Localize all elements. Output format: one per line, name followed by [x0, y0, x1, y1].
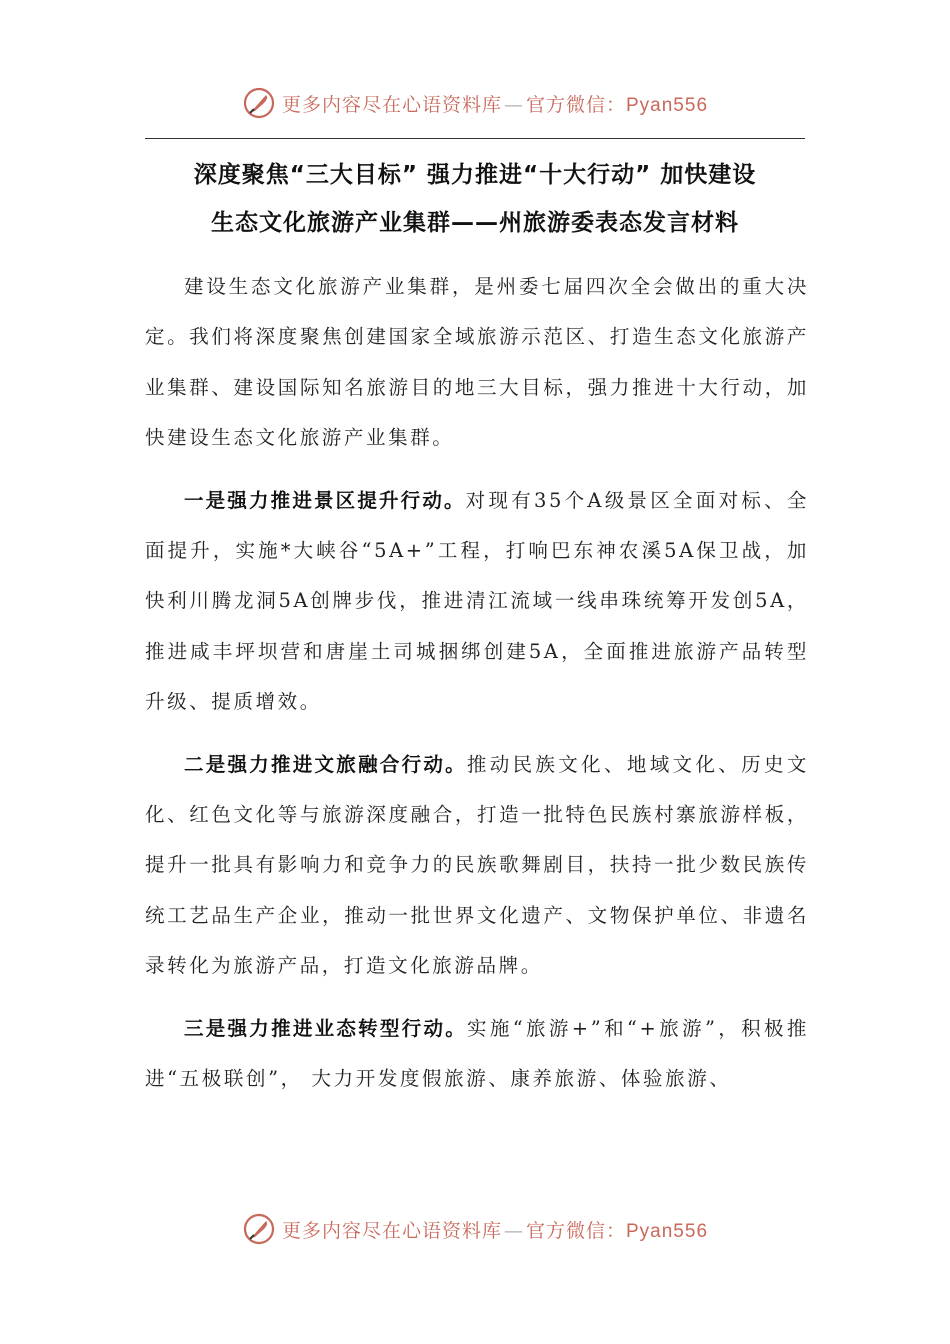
footer-separator: —	[503, 1219, 524, 1242]
header-banner	[0, 86, 950, 120]
footer-banner-text	[282, 1216, 708, 1243]
section-text-3: 实施“旅游+”和“+旅游”，积极推进“五极联创”， 大力开发度假旅游、康养旅游、体验旅游、	[145, 1016, 809, 1091]
header-wechat-label: 官方微信：	[525, 93, 626, 116]
footer-wechat-id: Pyan556	[626, 1220, 709, 1242]
section-lead-2: 二是强力推进文旅融合行动。	[184, 752, 467, 776]
quill-logo-icon	[242, 1212, 276, 1246]
section-paragraph-1	[145, 476, 809, 728]
document-body	[145, 262, 809, 1117]
header-separator: —	[503, 93, 524, 116]
footer-wechat-label: 官方微信：	[525, 1219, 626, 1242]
section-text-2: 推动民族文化、地域文化、历史文化、红色文化等与旅游深度融合，打造一批特色民族村寨旅游样板，提升一批具有影响力和竞争力的民族歌舞剧目，扶持一批少数民族传统工艺品生产企业，推动一批世界文化遗产、文物保护单位、非遗名录转化为旅游产品，打造文化旅游品牌。	[145, 752, 809, 978]
footer-site-name: 更多内容尽在心语资料库	[281, 1219, 502, 1242]
header-banner-text	[282, 90, 708, 117]
header-site-name: 更多内容尽在心语资料库	[281, 93, 502, 116]
section-lead-3: 三是强力推进业态转型行动。	[184, 1016, 467, 1040]
footer-banner	[0, 1212, 950, 1246]
section-paragraph-3	[145, 1004, 809, 1105]
header-divider	[145, 138, 805, 139]
section-text-1: 对现有35个A级景区全面对标、全面提升，实施*大峡谷“5A+”工程，打响巴东神农溪5A保卫战，加快利川腾龙洞5A创牌步伐，推进清江流域一线串珠统筹开发创5A，推进咸丰坪坝营和唐崖土司城捆绑创建5A，全面推进旅游产品转型升级、提质增效。	[145, 488, 809, 714]
section-lead-1: 一是强力推进景区提升行动。	[184, 488, 466, 512]
intro-paragraph: 建设生态文化旅游产业集群，是州委七届四次全会做出的重大决定。我们将深度聚焦创建国家全域旅游示范区、打造生态文化旅游产业集群、建设国际知名旅游目的地三大目标，强力推进十大行动，加快建设生态文化旅游产业集群。	[145, 275, 809, 450]
document-title-line-1: 深度聚焦“三大目标” 强力推进“十大行动” 加快建设	[193, 162, 757, 188]
header-wechat-id: Pyan556	[626, 94, 709, 116]
section-paragraph-2	[145, 740, 809, 992]
quill-logo-icon	[242, 86, 276, 120]
document-title-line-2: 生态文化旅游产业集群——州旅游委表态发言材料	[211, 210, 739, 236]
